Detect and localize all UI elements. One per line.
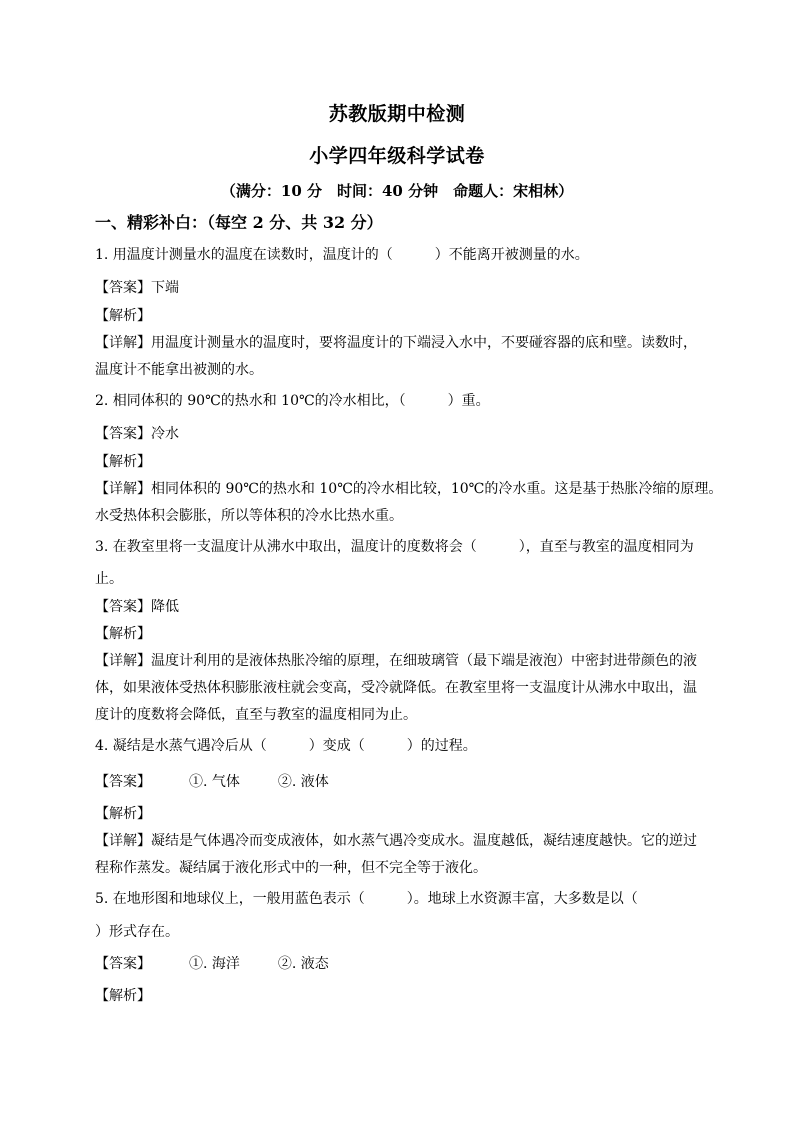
answer-label: 【答案】: [95, 774, 151, 790]
question-1-detail-cont: 温度计不能拿出被测的水。: [95, 362, 263, 378]
question-2-detail-cont: 水受热体积会膨胀，所以等体积的冷水比热水重。: [95, 508, 403, 524]
exam-meta: （满分：10 分 时间：40 分钟 命题人：宋相林）: [220, 182, 574, 200]
answer-value-2: ②. 液态: [277, 956, 329, 972]
question-2-detail: [95, 478, 723, 498]
question-2-answer: [95, 423, 699, 443]
question-4-detail-cont: 程称作蒸发。凝结属于液化形式中的一种，但不完全等于液化。: [95, 860, 487, 876]
question-1-text: 1. 用温度计测量水的温度在读数时，温度计的（ ）不能离开被测量的水。: [95, 247, 589, 263]
detail-label: 【详解】: [95, 653, 151, 669]
question-4-answer: [95, 771, 699, 791]
question-1-detail: [95, 332, 699, 352]
question-4-analysis: 【解析】: [95, 806, 151, 822]
detail-label: 【详解】: [95, 833, 151, 849]
answer-value: 下端: [151, 280, 179, 296]
answer-label: 【答案】: [95, 426, 151, 442]
question-3-text-cont: 止。: [95, 571, 123, 587]
question-5-text: 5. 在地形图和地球仪上，一般用蓝色表示（ ）。地球上水资源丰富，大多数是以（: [95, 891, 638, 907]
answer-value-2: ②. 液体: [277, 774, 329, 790]
question-3-answer: [95, 596, 699, 616]
detail-label: 【详解】: [95, 481, 151, 497]
answer-label: 【答案】: [95, 956, 151, 972]
question-3-text: 3. 在教室里将一支温度计从沸水中取出，温度计的度数将会（ ），直至与教室的温度相同为: [95, 539, 694, 555]
answer-value: 冷水: [151, 426, 179, 442]
answer-label: 【答案】: [95, 599, 151, 615]
question-5-text-cont: ）形式存在。: [95, 924, 179, 940]
question-4-detail: [95, 830, 699, 850]
answer-value-1: ①. 气体: [189, 774, 240, 790]
detail-text: 凝结是气体遇冷而变成液体，如水蒸气遇冷变成水。温度越低，凝结速度越快。它的逆过: [151, 833, 697, 849]
detail-label: 【详解】: [95, 335, 151, 351]
answer-label: 【答案】: [95, 280, 151, 296]
question-2-analysis: 【解析】: [95, 454, 151, 470]
question-1-answer: [95, 277, 699, 297]
answer-value-1: ①. 海洋: [189, 956, 240, 972]
question-3-detail: [95, 650, 699, 670]
question-1-analysis: 【解析】: [95, 308, 151, 324]
question-3-detail-cont-2: 度计的度数将会降低，直至与教室的温度相同为止。: [95, 707, 417, 723]
detail-text: 用温度计测量水的温度时，要将温度计的下端浸入水中，不要碰容器的底和壁。读数时，: [151, 335, 697, 351]
question-4-text: 4. 凝结是水蒸气遇冷后从（ ）变成（ ）的过程。: [95, 738, 477, 754]
question-5-analysis: 【解析】: [95, 988, 151, 1004]
page-title: 苏教版期中检测: [328, 103, 466, 125]
question-3-detail-cont-1: 体，如果液体受热体积膨胀液柱就会变高，受冷就降低。在教室里将一支温度计从沸水中取出，温: [95, 680, 697, 696]
section-heading: 一、精彩补白：（每空 2 分、共 32 分）: [95, 213, 383, 232]
detail-text: 温度计利用的是液体热胀冷缩的原理，在细玻璃管（最下端是液泡）中密封进带颜色的液: [151, 653, 697, 669]
question-2-text: 2. 相同体积的 90℃的热水和 10℃的冷水相比，（ ）重。: [95, 393, 490, 409]
detail-text: 相同体积的 90℃的热水和 10℃的冷水相比较，10℃的冷水重。这是基于热胀冷缩的原理。: [151, 481, 723, 497]
page-subtitle: 小学四年级科学试卷: [309, 145, 485, 167]
question-3-analysis: 【解析】: [95, 626, 151, 642]
answer-value: 降低: [151, 599, 179, 615]
question-5-answer: [95, 953, 699, 973]
